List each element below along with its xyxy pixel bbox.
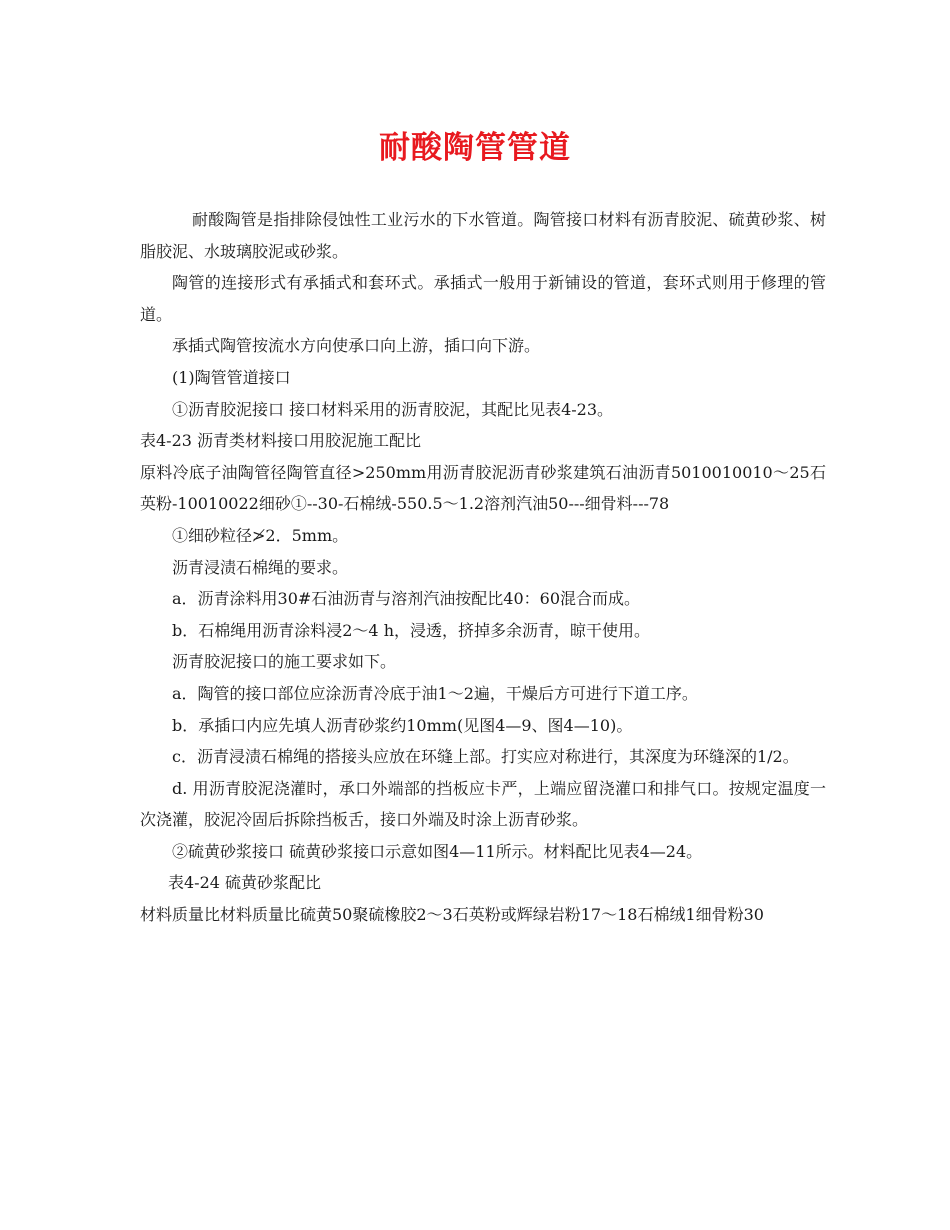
list-item: d. 用沥青胶泥浇灌时，承口外端部的挡板应卡严，上端应留浇灌口和排气口。按规定温度一次浇灌，胶泥冷固后拆除挡板舌，接口外端及时涂上沥青砂浆。: [140, 778, 826, 830]
list-item: a．沥青涂料用30#石油沥青与溶剂汽油按配比40：60混合而成。: [172, 589, 641, 609]
list-item: c．沥青浸渍石棉绳的搭接头应放在环缝上部。打实应对称进行，其深度为环缝深的1/2。: [172, 747, 799, 767]
list-item: b．承插口内应先填人沥青砂浆约10mm(见图4—9、图4—10)。: [172, 715, 633, 735]
list-item: a．陶管的接口部位应涂沥青冷底于油1～2遍，干燥后方可进行下道工序。: [172, 683, 698, 703]
list-item: b．石棉绳用沥青涂料浸2～4 h，浸透，挤掉多余沥青，晾干使用。: [172, 620, 650, 640]
paragraph: ②硫黄砂浆接口 硫黄砂浆接口示意如图4—11所示。材料配比见表4—24。: [172, 841, 703, 861]
paragraph: 沥青胶泥接口的施工要求如下。: [172, 652, 397, 672]
table-caption: 表4-24 硫黄砂浆配比: [168, 873, 322, 893]
table-text: 材料质量比材料质量比硫黄50聚硫橡胶2～3石英粉或辉绿岩粉17～18石棉绒1细骨粉30: [140, 905, 764, 925]
paragraph: ①沥青胶泥接口 接口材料采用的沥青胶泥，其配比见表4-23。: [172, 399, 614, 419]
paragraph: 承插式陶管按流水方向使承口向上游，插口向下游。: [172, 336, 541, 356]
section-heading: (1)陶管管道接口: [172, 367, 291, 387]
table-footnote: ①细砂粒径≯2．5mm。: [172, 525, 349, 545]
paragraph: 沥青浸渍石棉绳的要求。: [172, 557, 349, 577]
table-caption: 表4-23 沥青类材料接口用胶泥施工配比: [140, 431, 422, 451]
document-body: [140, 204, 826, 931]
paragraph: 耐酸陶管是指排除侵蚀性工业污水的下水管道。陶管接口材料有沥青胶泥、硫黄砂浆、树脂胶泥、水玻璃胶泥或砂浆。: [140, 210, 826, 261]
table-text: 原料冷底子油陶管径陶管直径>250mm用沥青胶泥沥青砂浆建筑石油沥青5010010010～25石英粉-10010022细砂①--30-石棉绒-550.5～1.2溶剂汽油50---细骨料---78: [140, 462, 826, 514]
paragraph: 陶管的连接形式有承插式和套环式。承插式一般用于新铺设的管道，套环式则用于修理的管道。: [140, 273, 826, 324]
document-title: 耐酸陶管管道: [379, 130, 571, 166]
